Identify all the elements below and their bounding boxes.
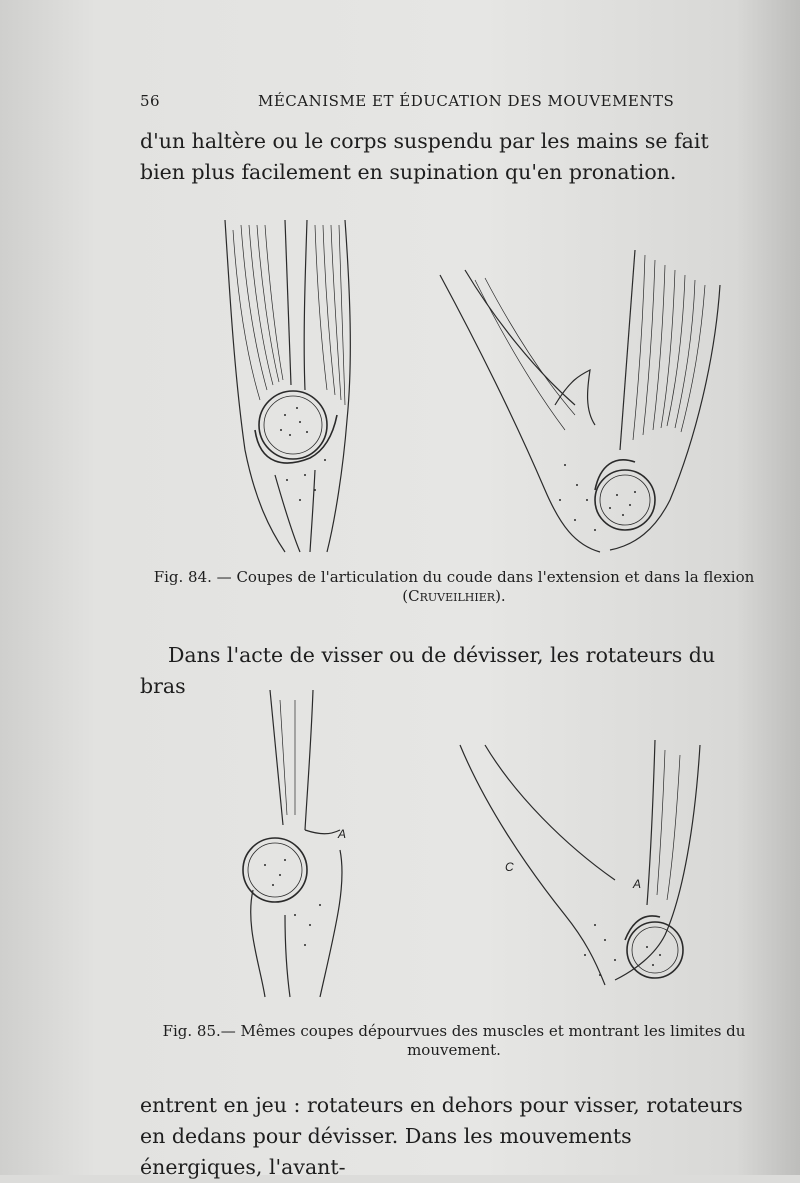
figure-85-caption: Fig. 85.— Mêmes coupes dépourvues des muscles et montrant les limites du mouvement. [162, 1022, 746, 1059]
figure-85-illustration [235, 685, 715, 1005]
figure-84-illustration [215, 200, 755, 560]
figure-85-label-a-left: A [338, 827, 347, 841]
page-number: 56 [140, 92, 161, 110]
paragraph-bottom: entrent en jeu : rotateurs en dehors pour visser, rotateurs en dedans pour dévisser. Dans les mouvements énergiques, l'avant- [140, 1093, 743, 1179]
paragraph-top: d'un haltère ou le corps suspendu par les mains se fait bien plus facilement en supination qu'en pronation. [140, 129, 709, 184]
caption-lead: Fig. 84. — Coupes de l'articulation du coude dans l'extension et dans la flexion ( [153, 568, 755, 605]
figure-84-caption [148, 568, 760, 606]
figure-85-label-c: C [505, 860, 514, 874]
elbow-sections-bones-drawing [235, 685, 715, 1005]
caption-author: Cruveilhier [408, 587, 496, 605]
caption-tail: ). [495, 587, 506, 605]
paragraph-middle: Dans l'acte de visser ou de dévisser, les rotateurs du bras [140, 643, 716, 698]
running-title: MÉCANISME ET ÉDUCATION DES MOUVEMENTS [258, 92, 675, 110]
elbow-sections-with-muscles-drawing [215, 200, 755, 560]
figure-85-label-a-right: A [633, 877, 642, 891]
